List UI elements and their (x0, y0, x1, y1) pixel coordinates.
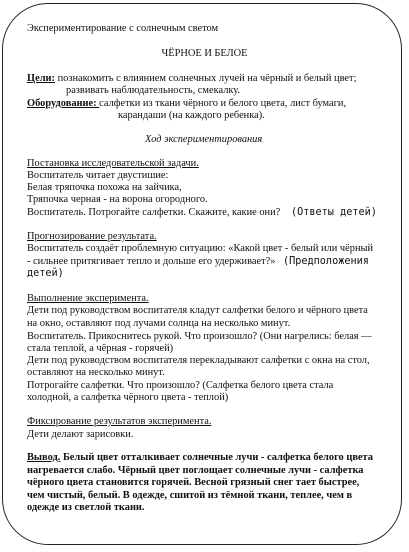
equipment-line-2: карандаши (на каждого ребенка). (118, 110, 265, 121)
header-text: Экспериментирование с солнечным светом (27, 23, 219, 34)
forecast-heading: Прогнозирование результата. (27, 231, 157, 242)
task-heading: Постановка исследовательской задачи. (27, 158, 199, 169)
task-line: Тряпочка черная - на ворона огородного. (27, 194, 208, 205)
conclusion-line: нагревается слабо. Чёрный цвет поглощает солнечные лучи - салфетка (27, 465, 364, 476)
conclusion-line: одежде из светлой ткани. (27, 502, 145, 513)
goals-line-1 (27, 73, 356, 85)
experiment-line: холодной, а салфетка чёрного цвета - теплой) (27, 392, 229, 403)
equipment-line-1 (27, 98, 346, 110)
task-line: Воспитатель. Потрогайте салфетки. Скажите, какие они? (27, 207, 281, 218)
forecast-line-1: Воспитатель создаёт проблемную ситуацию: «Какой цвет - белый или чёрный (27, 243, 374, 254)
conclusion-line: чёрного цвета становится горячей. Весной грязный снег тает быстрее, (27, 477, 360, 488)
experiment-line: оставляют на несколько минут. (27, 367, 165, 378)
equipment-label: Оборудование: (27, 98, 100, 109)
experiment-line: Воспитатель. Прикоснитесь рукой. Что произошло? (Они нагрелись: белая — (27, 331, 372, 342)
experiment-line: Дети под руководством воспитателя кладут салфетки белого и чёрного цвета (27, 305, 368, 316)
course-title: Ход экспериментирования (145, 134, 263, 145)
experiment-line: на окно, оставляют под лучами солнца на несколько минут. (27, 318, 291, 329)
task-line: Белая тряпочка похожа на зайчика, (27, 182, 182, 193)
task-note: (Ответы детей) (291, 207, 377, 218)
forecast-line-2: - сильнее притягивает тепло и дольше его удерживает?» (27, 256, 276, 267)
goals-line-2: развивать наблюдательность, смекалку. (66, 85, 241, 96)
recording-heading: Фиксирование результатов эксперимента. (27, 416, 212, 427)
goals-label: Цели: (27, 73, 55, 84)
conclusion-line-1 (27, 452, 373, 464)
conclusion-label: Вывод. (27, 452, 61, 463)
forecast-note-2: детей) (27, 268, 64, 279)
experiment-heading: Выполнение эксперимента. (27, 293, 149, 304)
page-title: ЧЁРНОЕ И БЕЛОЕ (161, 48, 248, 59)
conclusion-line: чем чистый, белый. В одежде, сшитой из тёмной ткани, теплее, чем в (27, 490, 353, 501)
experiment-line: Дети под руководством воспитателя перекладывают салфетки с окна на стол, (27, 355, 370, 366)
equipment-text-1: салфетки из ткани чёрного и белого цвета, лист бумаги, (99, 98, 347, 109)
experiment-line: стала теплой, а чёрная - горячей) (27, 343, 174, 354)
conclusion-text-1: Белый цвет отталкивает солнечные лучи - салфетка белого цвета (60, 452, 373, 463)
goals-text-1: познакомить с влиянием солнечных лучей на чёрный и белый цвет; (54, 73, 357, 84)
recording-line: Дети делают зарисовки. (27, 429, 134, 440)
task-line: Воспитатель читает двустишие: (27, 170, 169, 181)
experiment-line: Потрогайте салфетки. Что произошло? (Салфетка белого цвета стала (27, 380, 334, 391)
forecast-note-1: (Предположения (283, 256, 369, 267)
